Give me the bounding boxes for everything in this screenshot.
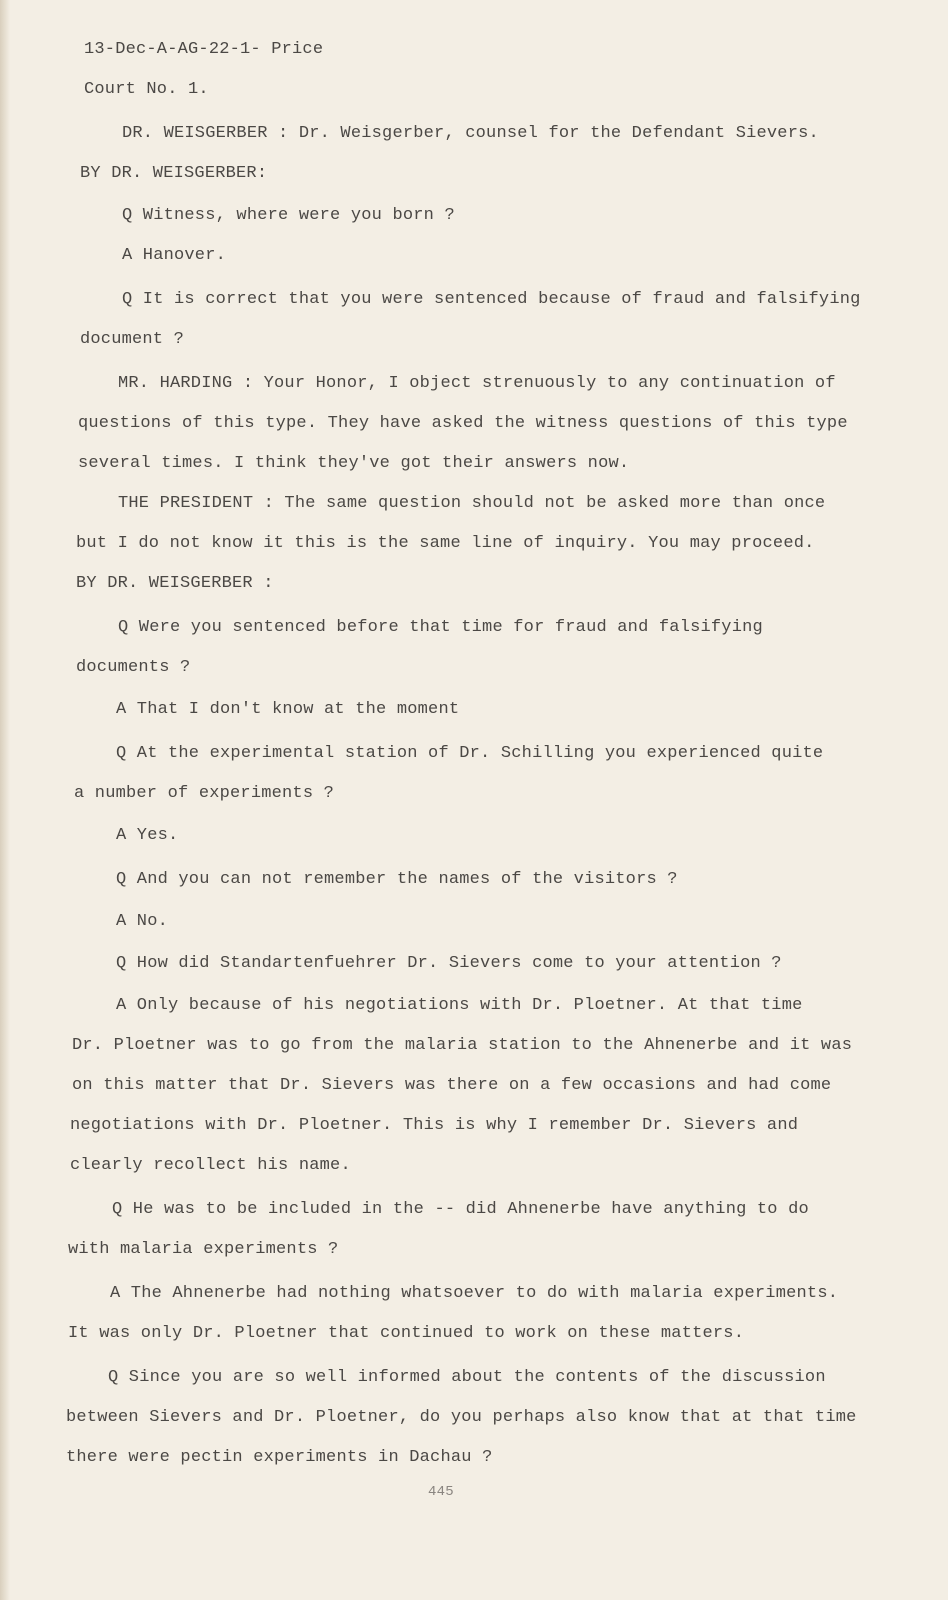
transcript-line: Q Were you sentenced before that time for fraud and falsifying bbox=[118, 618, 763, 637]
transcript-line: A That I don't know at the moment bbox=[116, 700, 460, 719]
transcript-line: document ? bbox=[80, 330, 185, 349]
transcript-line: Q Since you are so well informed about the contents of the discussion bbox=[108, 1368, 826, 1387]
transcript-line: BY DR. WEISGERBER: bbox=[80, 164, 268, 183]
transcript-line: THE PRESIDENT : The same question should not be asked more than once bbox=[118, 494, 826, 513]
transcript-line: several times. I think they've got their answers now. bbox=[78, 454, 630, 473]
transcript-line: documents ? bbox=[76, 658, 191, 677]
transcript-line: Q At the experimental station of Dr. Schilling you experienced quite bbox=[116, 744, 824, 763]
transcript-line: Q Witness, where were you born ? bbox=[122, 206, 455, 225]
transcript-line: a number of experiments ? bbox=[74, 784, 335, 803]
transcript-line: Q And you can not remember the names of the visitors ? bbox=[116, 870, 678, 889]
transcript-line: clearly recollect his name. bbox=[70, 1156, 351, 1175]
transcript-line: DR. WEISGERBER : Dr. Weisgerber, counsel for the Defendant Sievers. bbox=[122, 124, 819, 143]
transcript-line: there were pectin experiments in Dachau ? bbox=[66, 1448, 493, 1467]
transcript-line: Q How did Standartenfuehrer Dr. Sievers come to your attention ? bbox=[116, 954, 782, 973]
transcript-line: A No. bbox=[116, 912, 169, 931]
transcript-line: MR. HARDING : Your Honor, I object strenuously to any continuation of bbox=[118, 374, 836, 393]
transcript-line: but I do not know it this is the same line of inquiry. You may proceed. bbox=[76, 534, 815, 553]
transcript-line: between Sievers and Dr. Ploetner, do you perhaps also know that at that time bbox=[66, 1408, 857, 1427]
transcript-line: A Only because of his negotiations with Dr. Ploetner. At that time bbox=[116, 996, 803, 1015]
court-number: Court No. 1. bbox=[84, 80, 209, 99]
transcript-line: A Hanover. bbox=[122, 246, 227, 265]
transcript-line: Q It is correct that you were sentenced because of fraud and falsifying bbox=[122, 290, 861, 309]
transcript-line: questions of this type. They have asked the witness questions of this type bbox=[78, 414, 848, 433]
transcript-line: Dr. Ploetner was to go from the malaria station to the Ahnenerbe and it was bbox=[72, 1036, 853, 1055]
transcript-line: BY DR. WEISGERBER : bbox=[76, 574, 274, 593]
header-reference: 13-Dec-A-AG-22-1- Price bbox=[84, 40, 324, 59]
page-number: 445 bbox=[428, 1484, 454, 1500]
transcript-line: negotiations with Dr. Ploetner. This is why I remember Dr. Sievers and bbox=[70, 1116, 799, 1135]
transcript-line: It was only Dr. Ploetner that continued to work on these matters. bbox=[68, 1324, 745, 1343]
transcript-line: A The Ahnenerbe had nothing whatsoever to do with malaria experiments. bbox=[110, 1284, 839, 1303]
transcript-line: with malaria experiments ? bbox=[68, 1240, 339, 1259]
transcript-line: Q He was to be included in the -- did Ahnenerbe have anything to do bbox=[112, 1200, 809, 1219]
transcript-line: A Yes. bbox=[116, 826, 179, 845]
transcript-line: on this matter that Dr. Sievers was there on a few occasions and had come bbox=[72, 1076, 832, 1095]
